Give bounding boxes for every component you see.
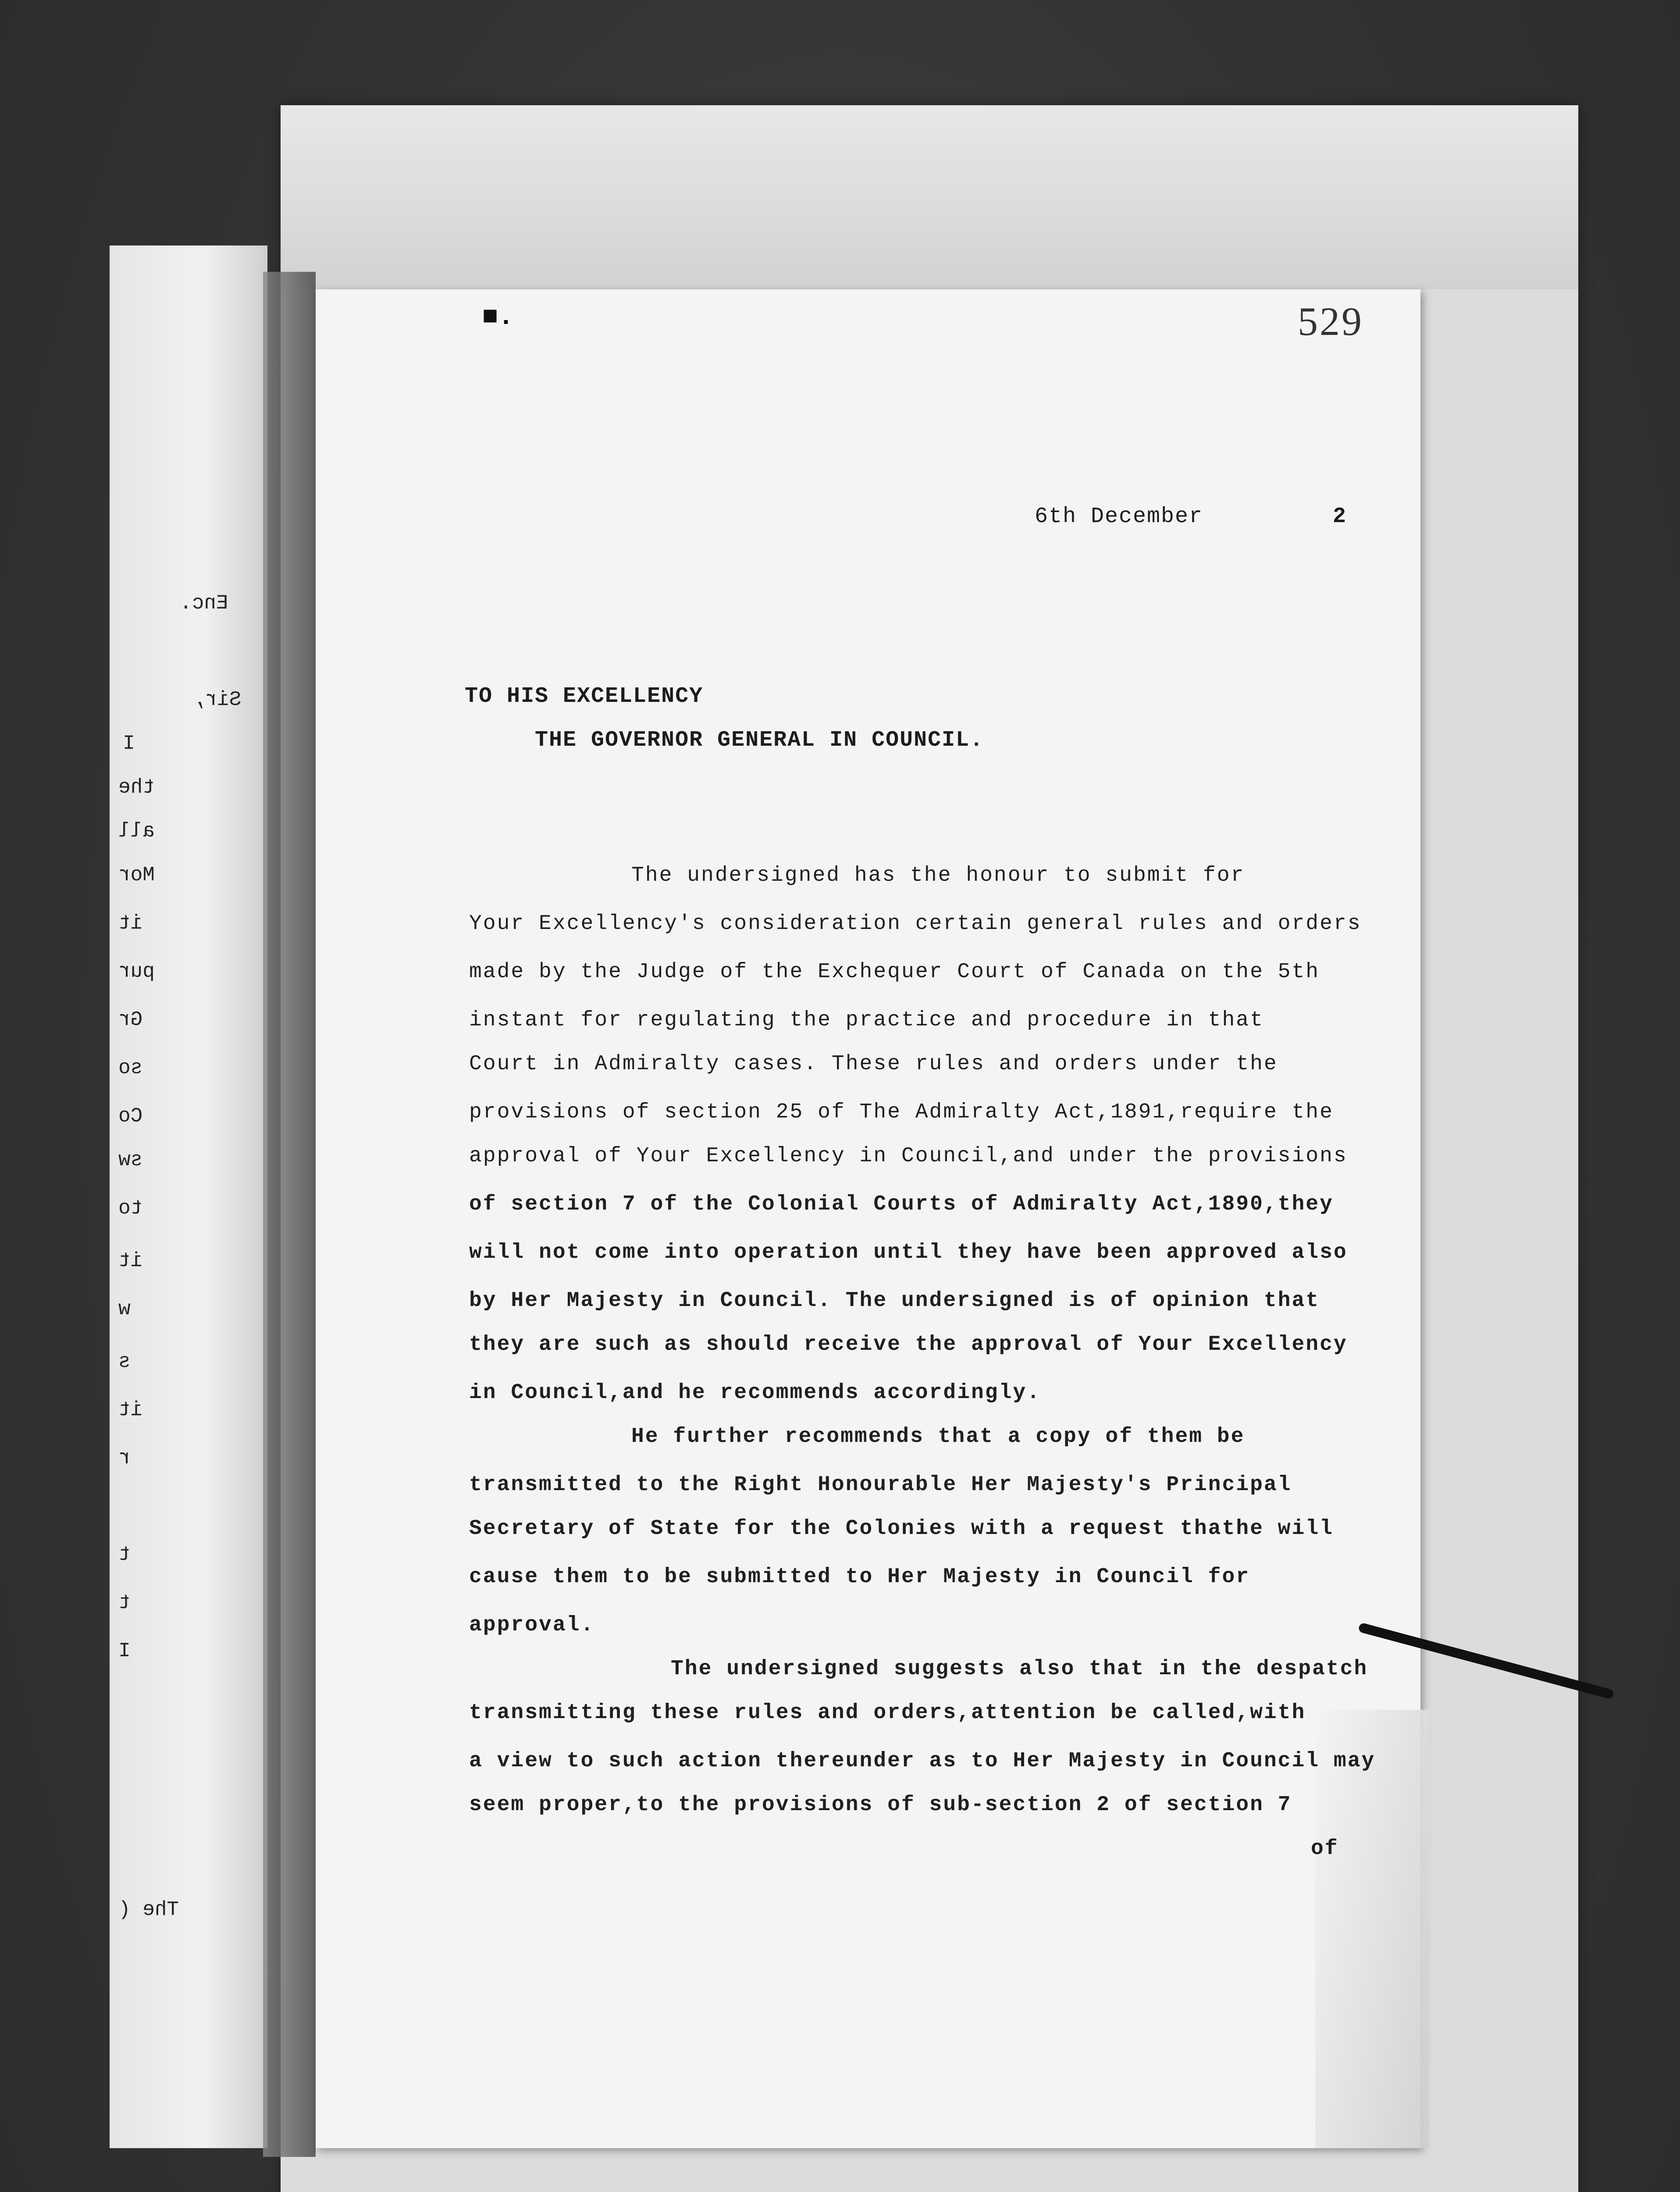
left-fragment: t bbox=[118, 1591, 131, 1614]
body-line: Secretary of State for the Colonies with a request thathe will bbox=[469, 1517, 1334, 1541]
body-line: Court in Admiralty cases. These rules and orders under the bbox=[469, 1052, 1278, 1076]
page-number: 529 bbox=[1298, 299, 1363, 344]
address-line-2: THE GOVERNOR GENERAL IN COUNCIL. bbox=[535, 728, 984, 753]
body-line: they are such as should receive the approval of Your Excellency bbox=[469, 1333, 1348, 1356]
body-line: provisions of section 25 of The Admiralty Act,1891,require the bbox=[469, 1100, 1334, 1124]
body-line: The undersigned suggests also that in the despatch bbox=[671, 1657, 1368, 1681]
body-line: of section 7 of the Colonial Courts of Admiralty Act,1890,they bbox=[469, 1192, 1334, 1216]
left-fragment: it bbox=[118, 1398, 143, 1421]
corner-mark: ■. bbox=[482, 302, 514, 332]
body-line: by Her Majesty in Council. The undersigned is of opinion that bbox=[469, 1289, 1320, 1313]
left-fragment: Gr bbox=[118, 1008, 143, 1031]
left-fragment: Enc. bbox=[180, 592, 228, 615]
left-fragment: so bbox=[118, 1057, 143, 1079]
body-line: transmitting these rules and orders,attention be called,with bbox=[469, 1701, 1306, 1725]
page-gutter-shadow bbox=[263, 272, 316, 2157]
body-line: in Council,and he recommends accordingly. bbox=[469, 1381, 1041, 1405]
left-fragment: I bbox=[118, 1640, 131, 1662]
page-curl bbox=[1315, 1710, 1429, 2148]
left-fragment: s bbox=[118, 1350, 131, 1373]
body-line: transmitted to the Right Honourable Her Majesty's Principal bbox=[469, 1473, 1292, 1497]
left-fragment: to bbox=[118, 1197, 143, 1220]
body-line: He further recommends that a copy of them be bbox=[631, 1425, 1245, 1448]
body-line: approval of Your Excellency in Council,and under the provisions bbox=[469, 1144, 1348, 1168]
backing-sheet-top bbox=[281, 105, 1578, 289]
left-fragment: r bbox=[118, 1447, 131, 1470]
left-fragment: it bbox=[118, 912, 143, 935]
body-line: cause them to be submitted to Her Majesty in Council for bbox=[469, 1565, 1250, 1589]
left-fragment: w bbox=[118, 1298, 131, 1320]
left-fragment: The ( bbox=[118, 1898, 179, 1921]
address-line-1: TO HIS EXCELLENCY bbox=[465, 684, 704, 709]
date-line: 6th December bbox=[1035, 504, 1203, 529]
left-fragment: the bbox=[118, 776, 155, 799]
date-suffix: 2 bbox=[1333, 504, 1347, 529]
body-line: instant for regulating the practice and procedure in that bbox=[469, 1008, 1264, 1032]
body-line: a view to such action thereunder as to Her Majesty in Council may bbox=[469, 1749, 1376, 1773]
left-fragment: it bbox=[118, 1249, 143, 1272]
body-line: Your Excellency's consideration certain general rules and orders bbox=[469, 912, 1362, 936]
left-fragment: all bbox=[118, 820, 155, 843]
left-fragment: Co bbox=[118, 1105, 143, 1128]
body-line: will not come into operation until they have been approved also bbox=[469, 1241, 1348, 1264]
body-line: The undersigned has the honour to submit for bbox=[631, 864, 1245, 887]
left-fragment: Sir, bbox=[193, 688, 242, 711]
left-fragment: pur bbox=[118, 960, 155, 983]
left-fragment: sw bbox=[118, 1149, 143, 1171]
document-page bbox=[316, 289, 1420, 2148]
body-line: made by the Judge of the Exchequer Court of Canada on the 5th bbox=[469, 960, 1320, 984]
body-line: approval. bbox=[469, 1613, 595, 1637]
left-fragment: I bbox=[123, 732, 135, 755]
body-line: seem proper,to the provisions of sub-section 2 of section 7 bbox=[469, 1793, 1292, 1817]
left-fragment: Mor bbox=[118, 864, 155, 886]
body-line: of bbox=[1311, 1837, 1339, 1861]
left-fragment: t bbox=[118, 1543, 131, 1566]
